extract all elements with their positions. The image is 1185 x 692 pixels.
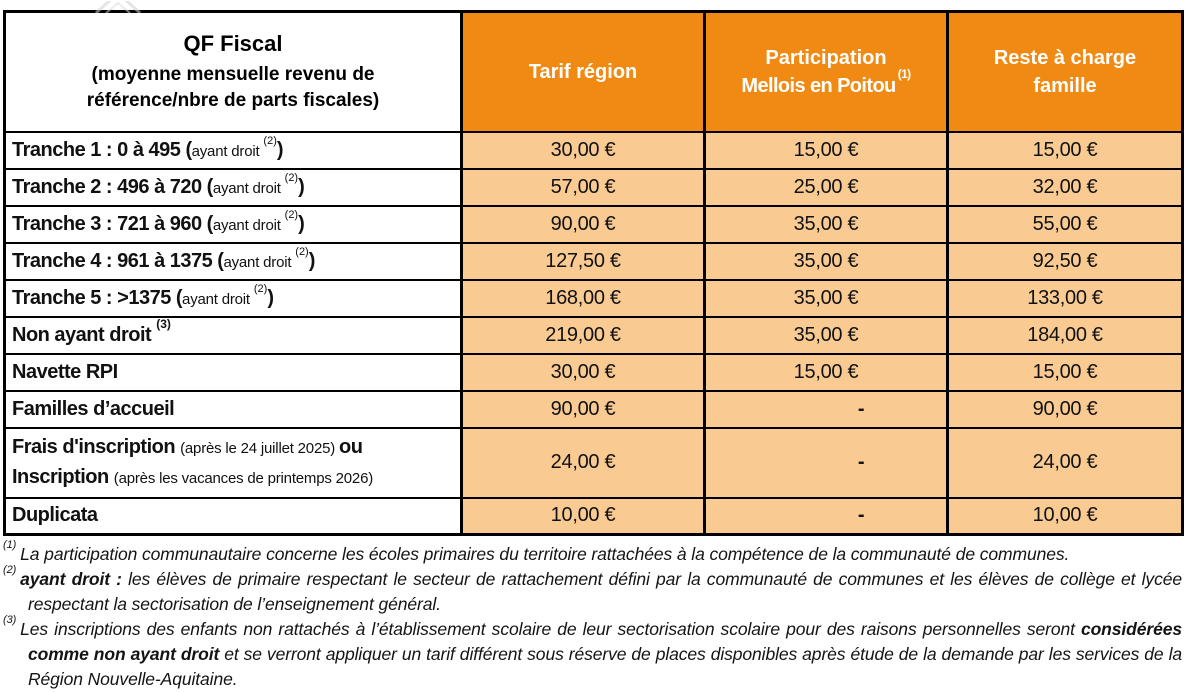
table-row-navette-rpi bbox=[5, 354, 1183, 391]
reste-famille-cell: 15,00 € bbox=[948, 132, 1183, 169]
watermark-fragment bbox=[92, 0, 144, 12]
tarif-region-cell: 30,00 € bbox=[462, 354, 705, 391]
header-reste-a-charge bbox=[948, 12, 1183, 132]
footnote-ref-2: (2) bbox=[284, 209, 299, 222]
table-row-duplicata bbox=[5, 498, 1183, 535]
participation-cell: 15,00 € bbox=[705, 132, 948, 169]
reste-famille-cell: 10,00 € bbox=[948, 498, 1183, 535]
reste-famille-cell: 92,50 € bbox=[948, 243, 1183, 280]
reste-famille-cell: 184,00 € bbox=[948, 317, 1183, 354]
participation-cell: 25,00 € bbox=[705, 169, 948, 206]
row-label-cell: Duplicata bbox=[5, 498, 462, 535]
participation-cell: 15,00 € bbox=[705, 354, 948, 391]
table-row-tranche-3 bbox=[5, 206, 1183, 243]
row-label-cell: Tranche 1 : 0 à 495 (ayant droit $^{(2)}$) bbox=[5, 132, 462, 169]
footnote-1: $^{(1)}$ La participation communautaire concerne les écoles primaires du territoire rattachées à la compétence de la communauté de communes. bbox=[3, 539, 1070, 564]
reste-famille-cell: 133,00 € bbox=[948, 280, 1183, 317]
table-row-tranche-4 bbox=[5, 243, 1183, 280]
footnote-ref-2: (2) bbox=[295, 246, 309, 259]
tarif-region-cell: 90,00 € bbox=[462, 391, 705, 428]
footnote-ref-1: (1) bbox=[897, 67, 911, 82]
header-reste-line2: famille bbox=[1033, 74, 1097, 97]
header-reste-line1: Reste à charge bbox=[993, 46, 1137, 69]
reste-famille-cell: 90,00 € bbox=[948, 391, 1183, 428]
footnote-marker-2: (2) bbox=[3, 564, 17, 577]
table-row-familles-accueil bbox=[5, 391, 1183, 428]
tarif-region-cell: 57,00 € bbox=[462, 169, 705, 206]
footnote-marker-3: (3) bbox=[3, 614, 17, 627]
header-qf-fiscal bbox=[5, 12, 462, 132]
row-label-cell: Non ayant droit $^{(3)}$ bbox=[5, 317, 462, 354]
tarif-region-cell: 24,00 € bbox=[462, 428, 705, 498]
table-row-non-ayant-droit bbox=[5, 317, 1183, 354]
row-label-cell: Tranche 4 : 961 à 1375 (ayant droit $^{(2)}$) bbox=[5, 243, 462, 280]
participation-cell: 35,00 € bbox=[705, 243, 948, 280]
footnote-ref-3: (3) bbox=[156, 317, 171, 332]
tarif-region-cell: 168,00 € bbox=[462, 280, 705, 317]
participation-cell: 35,00 € bbox=[705, 280, 948, 317]
participation-cell: - bbox=[705, 428, 948, 498]
row-label-cell: Tranche 2 : 496 à 720 (ayant droit $^{(2)}$) bbox=[5, 169, 462, 206]
table-subtitle: (moyenne mensuelle revenu de référence/nbre de parts fiscales) bbox=[86, 64, 380, 112]
reste-famille-cell: 15,00 € bbox=[948, 354, 1183, 391]
table-row-tranche-2 bbox=[5, 169, 1183, 206]
table-row-tranche-5 bbox=[5, 280, 1183, 317]
header-row bbox=[5, 12, 1183, 132]
tarif-region-cell: 30,00 € bbox=[462, 132, 705, 169]
tarif-region-cell: 127,50 € bbox=[462, 243, 705, 280]
table-title: QF Fiscal bbox=[183, 31, 283, 57]
reste-famille-cell: 32,00 € bbox=[948, 169, 1183, 206]
header-tarif-region bbox=[462, 12, 705, 132]
footnotes bbox=[3, 539, 1182, 692]
table-row-frais-inscription bbox=[5, 428, 1183, 498]
header-participation-line1: Participation bbox=[765, 46, 887, 69]
participation-cell: - bbox=[705, 391, 948, 428]
table-row-tranche-1 bbox=[5, 132, 1183, 169]
participation-cell: - bbox=[705, 498, 948, 535]
participation-cell: 35,00 € bbox=[705, 317, 948, 354]
row-label-cell: Tranche 5 : >1375 (ayant droit $^{(2)}$) bbox=[5, 280, 462, 317]
footnote-ref-2: (2) bbox=[263, 135, 277, 148]
row-label-cell: Frais d'inscription (après le 24 juillet 2025) ou Inscription (après les vacances de printemps 2026) bbox=[5, 428, 462, 498]
tarif-region-cell: 10,00 € bbox=[462, 498, 705, 535]
reste-famille-cell: 55,00 € bbox=[948, 206, 1183, 243]
participation-cell: 35,00 € bbox=[705, 206, 948, 243]
reste-famille-cell: 24,00 € bbox=[948, 428, 1183, 498]
footnote-3: $^{(3)}$ Les inscriptions des enfants non rattachés à l’établissement scolaire de leur sectorisation scolaire pour des raisons personnelles seront considérées comme non ayant droit et se verront appliquer un tarif différent sous réserve de places disponibles après étude de la demande par les services de la Région Nouvelle-Aquitaine. bbox=[3, 614, 1182, 689]
footnote-ref-2: (2) bbox=[284, 172, 299, 185]
footnote-ref-2: (2) bbox=[253, 283, 268, 296]
footnote-2: $^{(2)}$ ayant droit : les élèves de primaire respectant le secteur de rattachement défini par la communauté de communes et les élèves de collège et lycée respectant la sectorisation de l’enseignement général. bbox=[3, 564, 1182, 614]
header-participation-line2: Mellois en Poitou$^{(1)}$ bbox=[741, 67, 911, 97]
footnote-marker-1: (1) bbox=[3, 539, 17, 552]
tarif-region-cell: 219,00 € bbox=[462, 317, 705, 354]
tariff-table bbox=[3, 10, 1184, 536]
tarif-region-cell: 90,00 € bbox=[462, 206, 705, 243]
header-tarif-region-label: Tarif région bbox=[528, 60, 638, 83]
row-label-cell: Navette RPI bbox=[5, 354, 462, 391]
row-label-cell: Familles d’accueil bbox=[5, 391, 462, 428]
row-label-cell: Tranche 3 : 721 à 960 (ayant droit $^{(2)}$) bbox=[5, 206, 462, 243]
header-participation bbox=[705, 12, 948, 132]
